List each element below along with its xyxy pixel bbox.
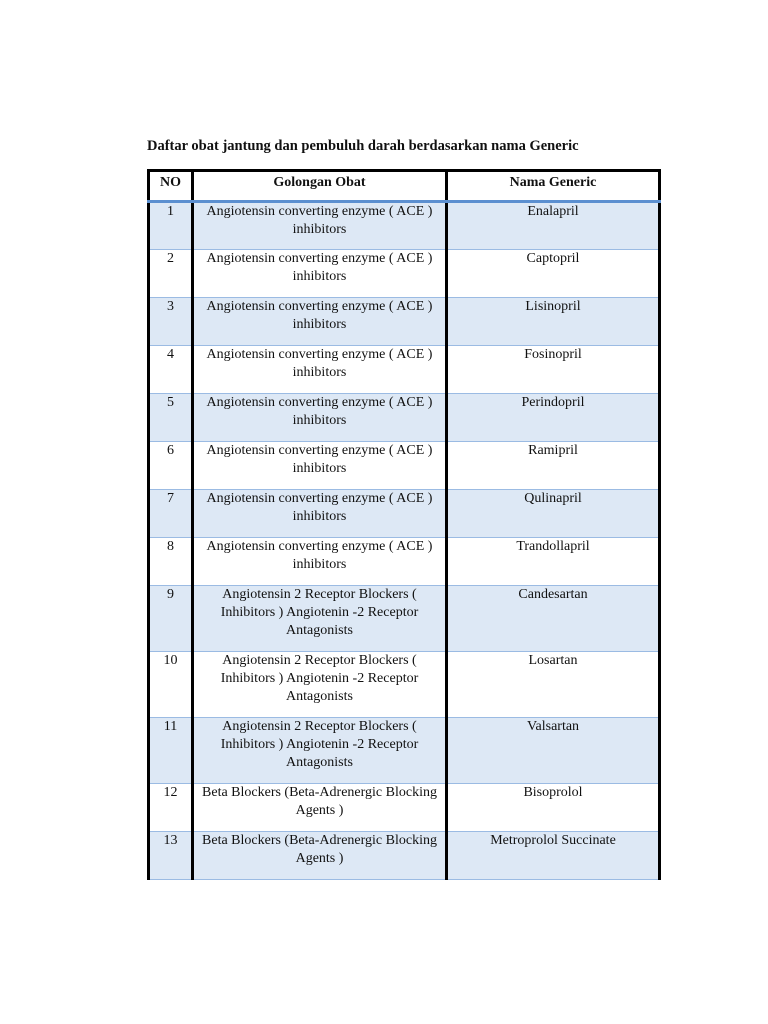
header-no: NO <box>149 171 193 202</box>
cell-golongan-obat: Angiotensin 2 Receptor Blockers ( Inhibitors ) Angiotenin -2 Receptor Antagonists <box>193 718 447 784</box>
cell-no: 3 <box>149 298 193 346</box>
cell-nama-generic: Candesartan <box>447 586 660 652</box>
header-golongan-obat: Golongan Obat <box>193 171 447 202</box>
drug-table <box>147 169 661 880</box>
cell-no: 4 <box>149 346 193 394</box>
cell-no: 5 <box>149 394 193 442</box>
table-row <box>149 346 660 394</box>
cell-golongan-obat: Angiotensin converting enzyme ( ACE ) inhibitors <box>193 490 447 538</box>
cell-nama-generic: Ramipril <box>447 442 660 490</box>
table-row <box>149 586 660 652</box>
cell-nama-generic: Metroprolol Succinate <box>447 832 660 880</box>
table-row <box>149 298 660 346</box>
header-nama-generic: Nama Generic <box>447 171 660 202</box>
table-row <box>149 490 660 538</box>
cell-no: 9 <box>149 586 193 652</box>
cell-nama-generic: Captopril <box>447 250 660 298</box>
cell-nama-generic: Lisinopril <box>447 298 660 346</box>
table-row <box>149 250 660 298</box>
drug-table-container <box>147 169 658 880</box>
table-row <box>149 784 660 832</box>
cell-golongan-obat: Angiotensin converting enzyme ( ACE ) inhibitors <box>193 250 447 298</box>
table-row <box>149 652 660 718</box>
cell-golongan-obat: Beta Blockers (Beta-Adrenergic Blocking Agents ) <box>193 784 447 832</box>
page-title: Daftar obat jantung dan pembuluh darah berdasarkan nama Generic <box>147 138 579 154</box>
cell-no: 13 <box>149 832 193 880</box>
cell-no: 8 <box>149 538 193 586</box>
cell-nama-generic: Valsartan <box>447 718 660 784</box>
table-row <box>149 832 660 880</box>
cell-nama-generic: Qulinapril <box>447 490 660 538</box>
table-row <box>149 442 660 490</box>
cell-nama-generic: Losartan <box>447 652 660 718</box>
cell-golongan-obat: Angiotensin converting enzyme ( ACE ) inhibitors <box>193 394 447 442</box>
table-row <box>149 718 660 784</box>
cell-no: 10 <box>149 652 193 718</box>
cell-no: 11 <box>149 718 193 784</box>
cell-no: 2 <box>149 250 193 298</box>
cell-no: 6 <box>149 442 193 490</box>
table-row <box>149 394 660 442</box>
table-row <box>149 538 660 586</box>
cell-golongan-obat: Beta Blockers (Beta-Adrenergic Blocking Agents ) <box>193 832 447 880</box>
cell-nama-generic: Fosinopril <box>447 346 660 394</box>
cell-nama-generic: Perindopril <box>447 394 660 442</box>
cell-golongan-obat: Angiotensin 2 Receptor Blockers ( Inhibitors ) Angiotenin -2 Receptor Antagonists <box>193 586 447 652</box>
cell-golongan-obat: Angiotensin converting enzyme ( ACE ) inhibitors <box>193 538 447 586</box>
cell-nama-generic: Bisoprolol <box>447 784 660 832</box>
cell-golongan-obat: Angiotensin 2 Receptor Blockers ( Inhibitors ) Angiotenin -2 Receptor Antagonists <box>193 652 447 718</box>
table-header-row <box>149 171 660 202</box>
cell-golongan-obat: Angiotensin converting enzyme ( ACE ) inhibitors <box>193 442 447 490</box>
cell-golongan-obat: Angiotensin converting enzyme ( ACE ) inhibitors <box>193 298 447 346</box>
table-row <box>149 202 660 250</box>
cell-golongan-obat: Angiotensin converting enzyme ( ACE ) inhibitors <box>193 202 447 250</box>
cell-no: 12 <box>149 784 193 832</box>
cell-nama-generic: Enalapril <box>447 202 660 250</box>
cell-no: 7 <box>149 490 193 538</box>
cell-nama-generic: Trandollapril <box>447 538 660 586</box>
cell-no: 1 <box>149 202 193 250</box>
cell-golongan-obat: Angiotensin converting enzyme ( ACE ) inhibitors <box>193 346 447 394</box>
